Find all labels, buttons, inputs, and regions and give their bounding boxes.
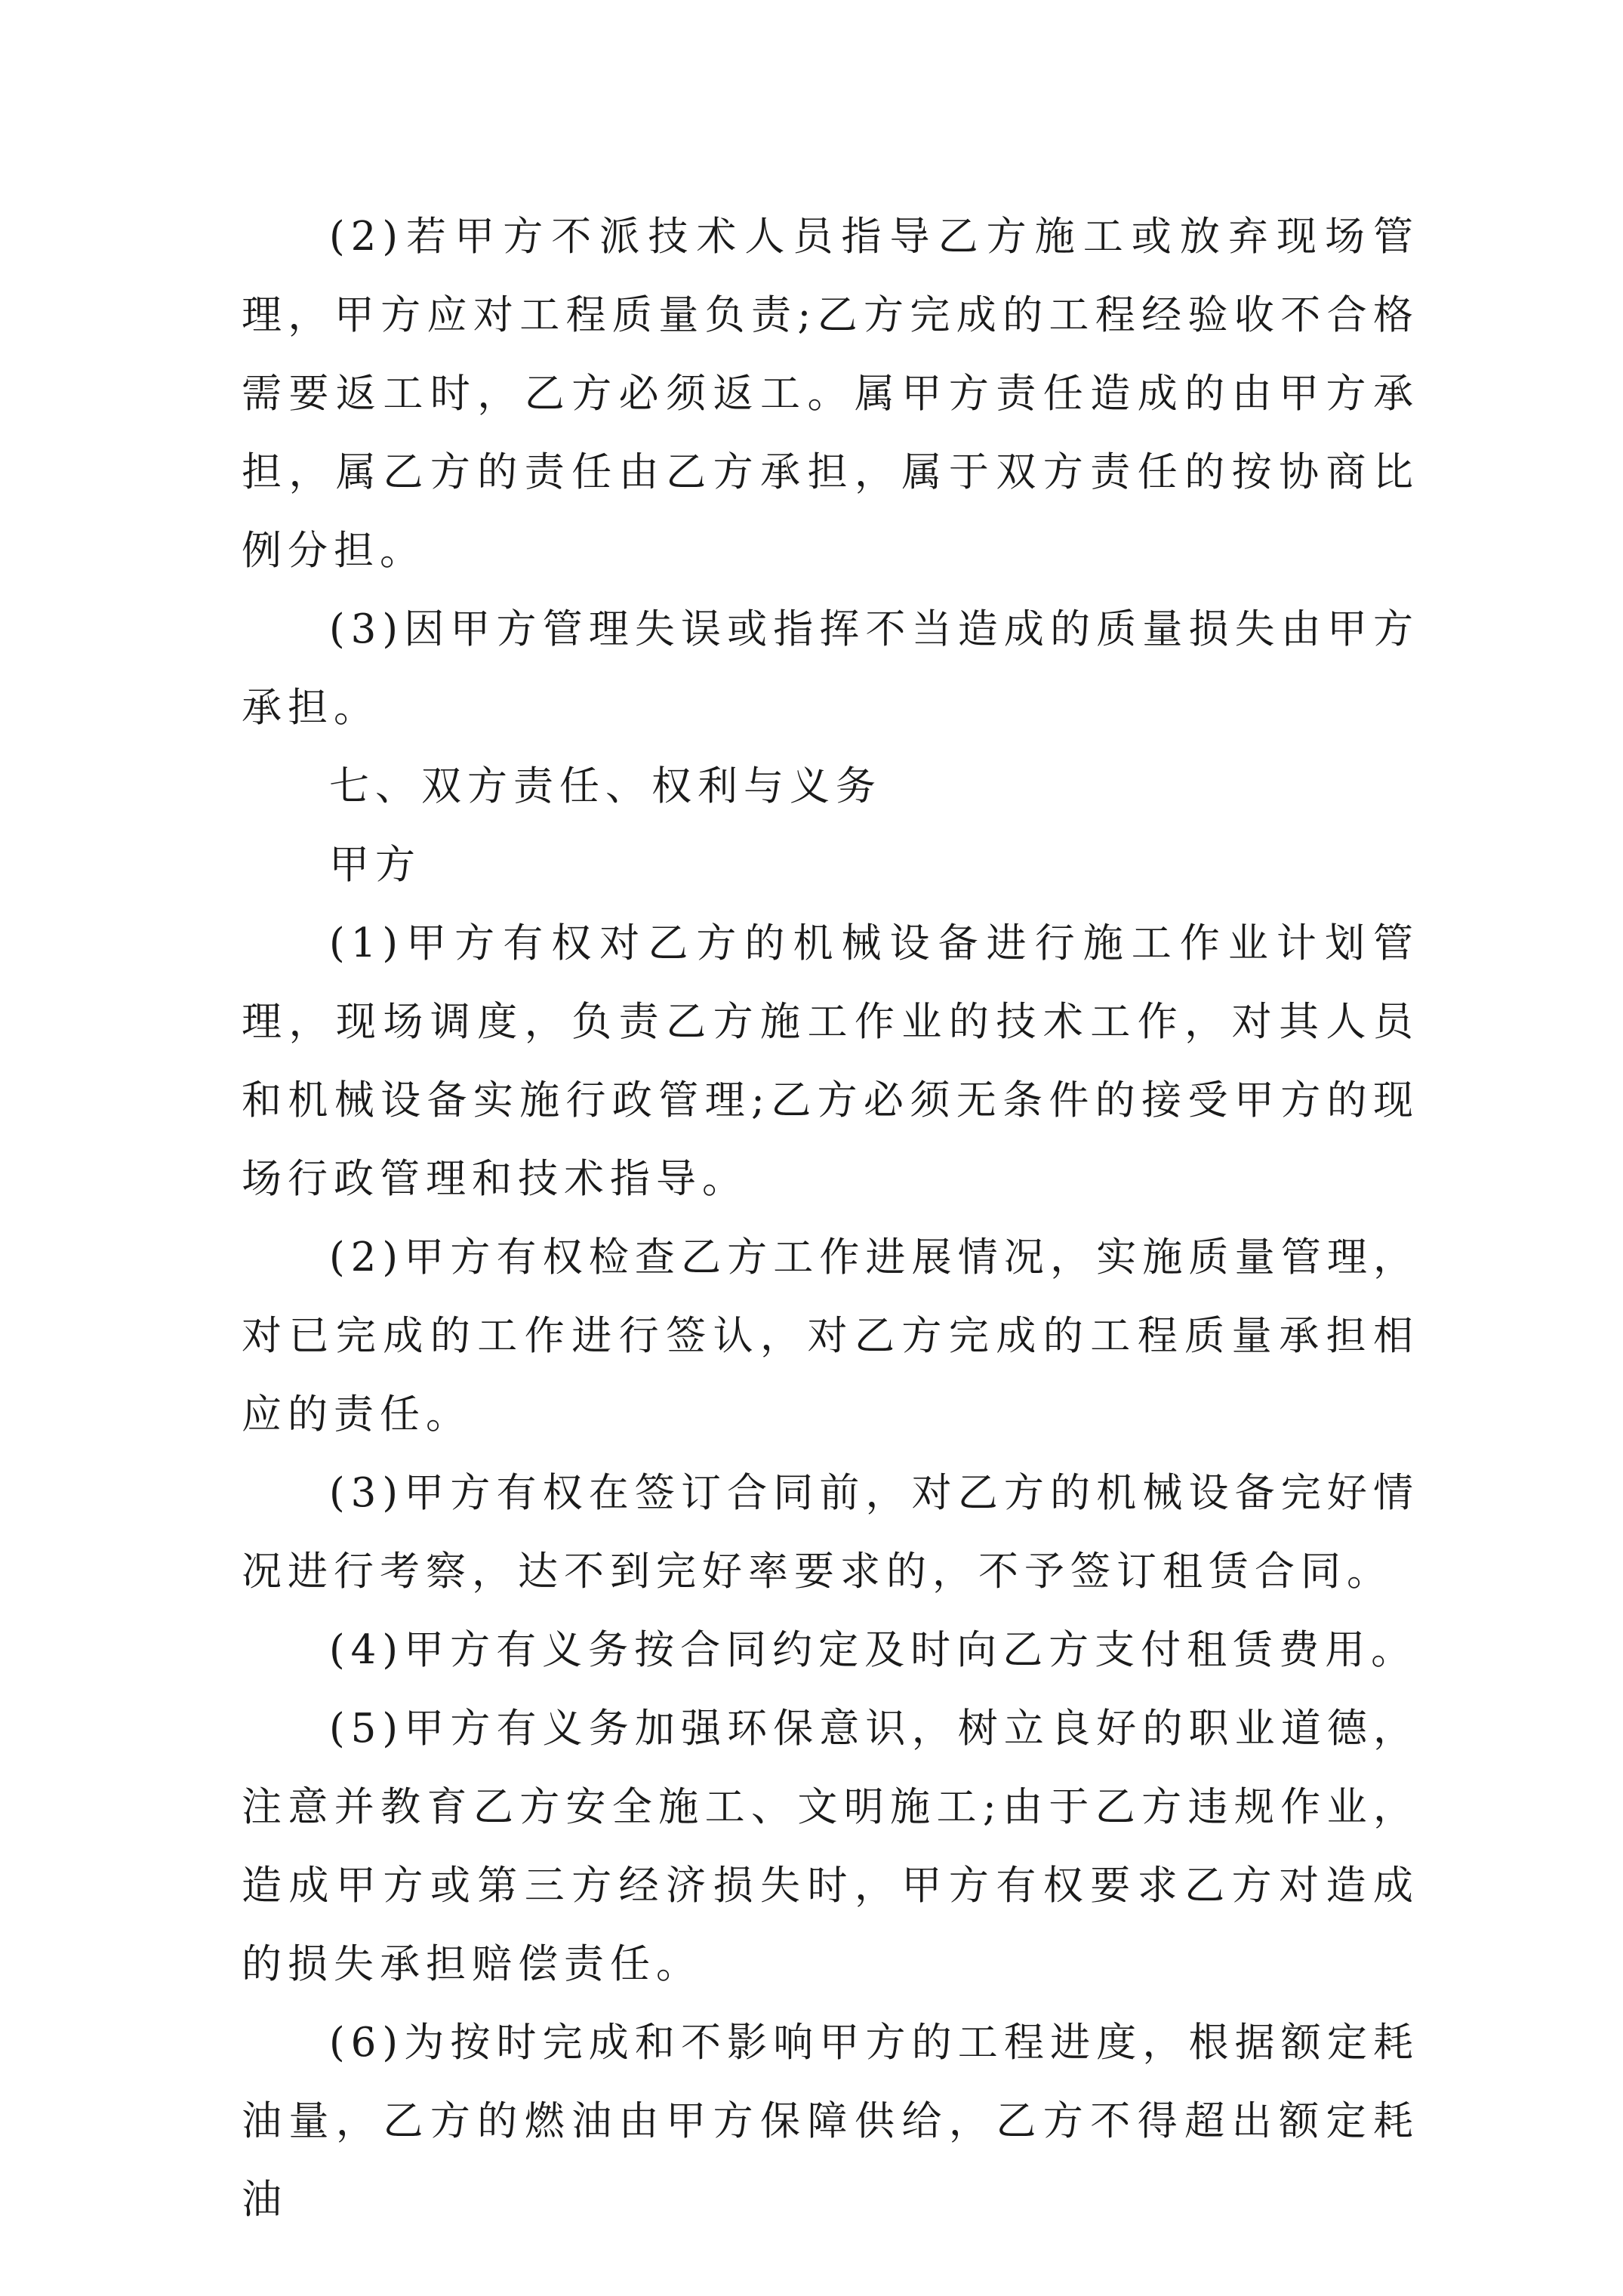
party-a-heading: 甲方 [329, 842, 421, 888]
section-heading-rights-obligations: 七、双方责任、权利与义务 [329, 763, 882, 809]
paragraph-party-a-6: (6)为按时完成和不影响甲方的工程进度，根据额定耗油量，乙方的燃油由甲方保障供给，乙方不得超出额定耗油 [242, 2020, 1419, 2223]
paragraph-quality-responsibility-3: (3)因甲方管理失误或指挥不当造成的质量损失由甲方承担。 [242, 606, 1419, 731]
paragraph-quality-responsibility-2: (2)若甲方不派技术人员指导乙方施工或放弃现场管理，甲方应对工程质量负责;乙方完成的工程经验收不合格需要返工时，乙方必须返工。属甲方责任造成的由甲方承担，属乙方的责任由乙方承担，属于双方责任的按协商比例分担。 [242, 214, 1419, 574]
paragraph-party-a-5: (5)甲方有义务加强环保意识，树立良好的职业道德，注意并教育乙方安全施工、文明施工;由于乙方违规作业，造成甲方或第三方经济损失时，甲方有权要求乙方对造成的损失承担赔偿责任。 [242, 1706, 1419, 1987]
paragraph-party-a-1: (1)甲方有权对乙方的机械设备进行施工作业计划管理，现场调度，负责乙方施工作业的技术工作，对其人员和机械设备实施行政管理;乙方必须无条件的接受甲方的现场行政管理和技术指导。 [242, 920, 1419, 1202]
paragraph-party-a-3: (3)甲方有权在签订合同前，对乙方的机械设备完好情况进行考察，达不到完好率要求的，不予签订租赁合同。 [242, 1470, 1419, 1595]
document-body [242, 198, 1419, 2239]
paragraph-party-a-2: (2)甲方有权检查乙方工作进展情况，实施质量管理，对已完成的工作进行签认，对乙方完成的工程质量承担相应的责任。 [242, 1234, 1419, 1438]
paragraph-party-a-4: (4)甲方有义务按合同约定及时向乙方支付租赁费用。 [329, 1627, 1418, 1673]
